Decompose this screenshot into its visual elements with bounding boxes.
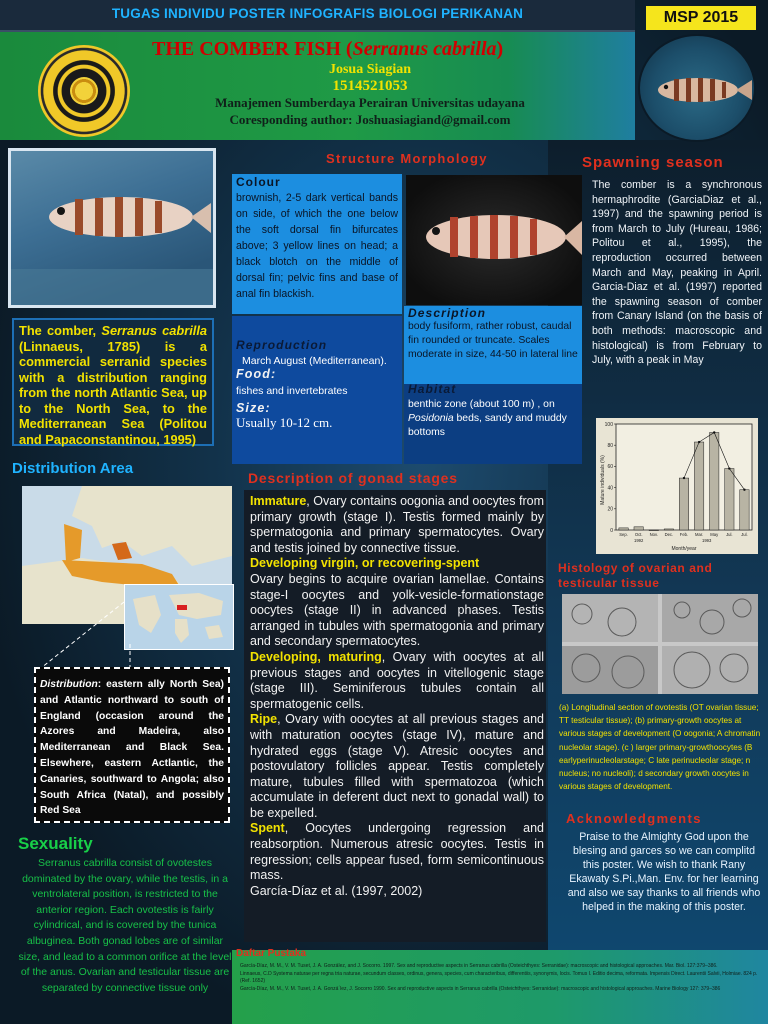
- references-title: Daftar Pustaka: [236, 948, 307, 959]
- x-tick-label: Oct.: [634, 532, 643, 537]
- msp-badge: MSP 2015: [646, 6, 756, 30]
- spawning-season-text: The comber is a synchronous hermaphrodite (GarciaDiaz et al., 1997) and the spawning period is from March to July (Hureau, 1986; Politou et al., 1995), the reproduction occurred between March and May, peaking in April. Garcia-Diaz et al. (1997) reported the spawning season of comber from Canary Island (on the basis of both methods: macroscopic and histological) is from February to July, with a peak in May: [592, 179, 762, 367]
- spawning-season-title: Spawning season: [582, 154, 724, 171]
- gonad-source: García-Díaz et al. (1997, 2002): [250, 883, 423, 898]
- intro-sci-name: Serranus cabrilla: [101, 323, 207, 338]
- reference-item: García-Díaz, M. M., V. M. Tuset, J. A. González, and J. Socorro. 1997. Sex and reproductive aspects in Serranus cabrilla (Osteichthyes: Serranidae): macroscopic and histological approaches. Mar. Biol. 127:379–386.: [240, 963, 718, 969]
- bar: [664, 529, 673, 530]
- bar: [694, 442, 703, 530]
- title-main: THE COMBER FISH (: [152, 38, 353, 60]
- reproduction-text: March August (Mediterranean).: [242, 355, 387, 367]
- logo-center-emblem: [70, 77, 98, 105]
- poster-title: [140, 38, 590, 61]
- distribution-area-title: Distribution Area: [12, 460, 134, 477]
- intro-p1: The comber,: [19, 323, 102, 338]
- stage-maturing-text: , Ovary with oocytes at all previous stages and oocytes in vitellogenic stage (stage III). Seminiferous tubules contain all spermatogenic cells.: [250, 649, 544, 711]
- stage-immature-text: , Ovary contains oogonia and oocytes from primary growth (stage I). Testis formed mainly by spermatogonia and primary spermatocytes. Ovary and testis joined by connective tissue.: [250, 494, 544, 555]
- habitat-text: benthic zone (about 100 m) , on Posidonia beds, sandy and muddy bottoms: [408, 399, 567, 438]
- photo2-fish: [406, 175, 582, 305]
- reference-item: García-Díaz, M. M., V. M. Tuset, J. A. Gonzá´lez, J. Socorro 1990. Sex and reproductive aspects in Serranus cabrilla (Osteichthyes: Serranidae): macroscopic and histological approaches. Marine Biology 127: 379–386: [240, 985, 721, 992]
- bar: [710, 432, 719, 530]
- stage-ripe-text: , Ovary with oocytes at all previous stages and with maturation oocytes (stage IV), mature and hydrated eggs (stage V). Atresic oocytes and postovulatory follicles appear. Testis completely mature, tubules filled with spermatozoa (which accumulate in deferent duct next to gonadal wall) to be expelled.: [250, 712, 544, 820]
- y-tick-label: 40: [607, 485, 613, 492]
- stage-developing-virgin-head: Developing virgin, or recovering-spent: [250, 556, 480, 571]
- sexuality-title: Sexuality: [18, 834, 93, 853]
- sexuality-text: Serranus cabrilla consist of ovotestes dominated by the ovary, while the testis, in a ventrolateral position, is restricted to the anterior region. Each ovotestis is fairly cylindrical, and is covered by the tunica albuginea. Both gonad lobes are of similar size, and lead to a common orifice at the level of the anus. Ovarian and testicular tissue are separated by connective tissue only: [18, 857, 232, 994]
- course-title: TUGAS INDIVIDU POSTER INFOGRAFIS BIOLOGI PERIKANAN: [111, 6, 524, 21]
- description-text: body fusiform, rather robust, caudal fin rounded or truncate. Scales moderate in size, 44-50 in lateral line: [408, 321, 578, 360]
- food-title: Food:: [236, 367, 277, 381]
- year-label: 1992: [634, 538, 644, 543]
- x-tick-label: Dec.: [664, 532, 674, 537]
- chart-xlabel: Month/year: [671, 546, 697, 552]
- habitat-title: Habitat: [408, 382, 457, 396]
- histology-title: Histology of ovarian and testicular tissue: [558, 561, 713, 590]
- stage-ripe-head: Ripe: [250, 712, 278, 727]
- stage-spent-text: , Oocytes undergoing regression and reabsorption. Numerous atresic oocytes. Testis in regression; cells appear fused, form semicontinuous mass.: [250, 821, 544, 883]
- corresponding-author: Coresponding author: Joshuasiagiand@gmail.com: [229, 112, 511, 127]
- x-tick-label: Sep.: [619, 532, 628, 537]
- stage-immature-head: Immature: [250, 494, 307, 508]
- description-title: Description: [408, 306, 487, 320]
- x-tick-label: Nov.: [649, 532, 658, 537]
- fish-illustration: [640, 36, 756, 142]
- comber-underwater-photo: [8, 148, 216, 308]
- size-title: Size:: [236, 401, 271, 415]
- x-tick-label: May: [710, 532, 719, 537]
- colour-box: [232, 174, 402, 314]
- title-end: ): [496, 38, 504, 60]
- structure-morphology-title: Structure Morphology: [326, 151, 488, 166]
- references-list: [240, 963, 760, 993]
- world-map-shape: [125, 585, 233, 649]
- year-label: 1993: [702, 538, 712, 543]
- comber-specimen-photo: [406, 175, 582, 305]
- y-tick-label: 20: [607, 506, 613, 513]
- stage-maturing-head: Developing, maturing: [250, 649, 382, 664]
- x-tick-label: Jul.: [726, 532, 733, 537]
- histology-images: [562, 594, 758, 694]
- spawning-chart: [596, 418, 758, 554]
- distribution-map-world: [124, 584, 234, 650]
- bar: [740, 490, 749, 530]
- bar: [649, 530, 658, 531]
- y-tick-label: 60: [607, 464, 613, 471]
- student-id: 1514521053: [332, 78, 408, 94]
- distribution-text: : eastern ally North Sea) and Atlantic northward to south of England (occasion around the Azores and Madeira, also Mediterranean and Black Sea. Elsewhere, eastern Actlantic, the Canaries, southward to Angola; also South Africa (Natal), and possibly Red Sea: [40, 679, 224, 817]
- colour-title: Colour: [236, 175, 281, 189]
- stage-spent-head: Spent: [250, 821, 285, 836]
- chart-ylabel: Mature individuals (%): [600, 455, 606, 505]
- gonad-stages-title: Description of gonad stages: [248, 470, 458, 486]
- histology-grid: [562, 594, 758, 694]
- spawning-chart-svg: [596, 418, 758, 554]
- size-text: Usually 10-12 cm.: [236, 415, 333, 430]
- institution: Manajemen Sumberdaya Perairan Universitas udayana: [215, 95, 525, 110]
- gonad-stages-text: [250, 494, 544, 899]
- intro-box: [12, 318, 214, 446]
- fish-circle-photo: [638, 34, 756, 142]
- acknowledgments-title: Acknowledgments: [566, 811, 702, 826]
- reproduction-box: [232, 316, 402, 464]
- y-tick-label: 80: [607, 443, 613, 449]
- photo1-fish: [11, 151, 213, 305]
- x-tick-label: Jul.: [741, 532, 748, 537]
- bar: [725, 469, 734, 530]
- distribution-label: Distribution: [40, 679, 98, 690]
- stage-developing-virgin-text: Ovary begins to acquire ovarian lamellae. Contains stage-I oocytes and yolk-vesicle-formationstage oocytes (stage II) in advanced phases. Testis arranged in tubules with spermatogonia and primary and secondary spermatocytes.: [250, 571, 544, 649]
- author-name: Josua Siagian: [328, 62, 412, 77]
- title-scientific-name: Serranus cabrilla: [352, 38, 497, 60]
- y-tick-label: 100: [604, 421, 613, 428]
- acknowledgments-text: Praise to the Almighty God upon the blesing and garces so we can complitd this poster. We wish to thank Rany Ekawaty S.Pi.,Man. Env. for her learning and also we say thanks to all friends who helped in the making of this poster.: [567, 831, 761, 913]
- distribution-box: [34, 667, 230, 823]
- x-tick-label: Mar.: [695, 532, 704, 537]
- intro-p3: (Linnaeus, 1785) is a commercial serranid species with a distribution ranging from the north Atlantic Sea, up to the North Sea, to the Mediterranean Sea (Politou and Papaconstantinou, 1995): [19, 338, 207, 447]
- x-tick-label: Feb.: [679, 532, 689, 537]
- histology-caption: (a) Longitudinal section of ovotestis (OT ovarian tissue; TT testicular tissue); (b) primary-growth oocytes at various stages of development (O oogonia; A chromatin nucleolar stage). (c ) larger primary-growthoocytes (B earlyperinucleolarstage; C late perinucleolar stage; n nucleus; no nucleoli); d secondary growth oocytes in various stages of development.: [559, 703, 761, 792]
- description-box: [404, 306, 582, 384]
- bar: [619, 528, 628, 530]
- reproduction-title: Reproduction: [236, 338, 328, 352]
- reference-item: Linnaeus, C.D Systema naturae per regna tria naturae, secundum classes, ordinus, genera, species, cum characteribus, differentiis, synonymis, locis. Tomus I. Editio decima, reformata. Impensis Direct. Laurentii Salvii, Holmiae. 824 p. (Ref. 1652): [240, 970, 758, 984]
- bar: [679, 478, 688, 530]
- habitat-box: [404, 384, 582, 464]
- y-tick-label: 0: [610, 527, 613, 534]
- colour-text: brownish, 2-5 dark vertical bands on side, of which the one below the soft dorsal fin bifurcates above; 3 yellow lines on head; a black blotch on the middle of dorsal fin; pelvic fins and base of anal fin blackish.: [236, 192, 398, 300]
- bar: [634, 527, 643, 530]
- food-text: fishes and invertebrates: [236, 385, 348, 397]
